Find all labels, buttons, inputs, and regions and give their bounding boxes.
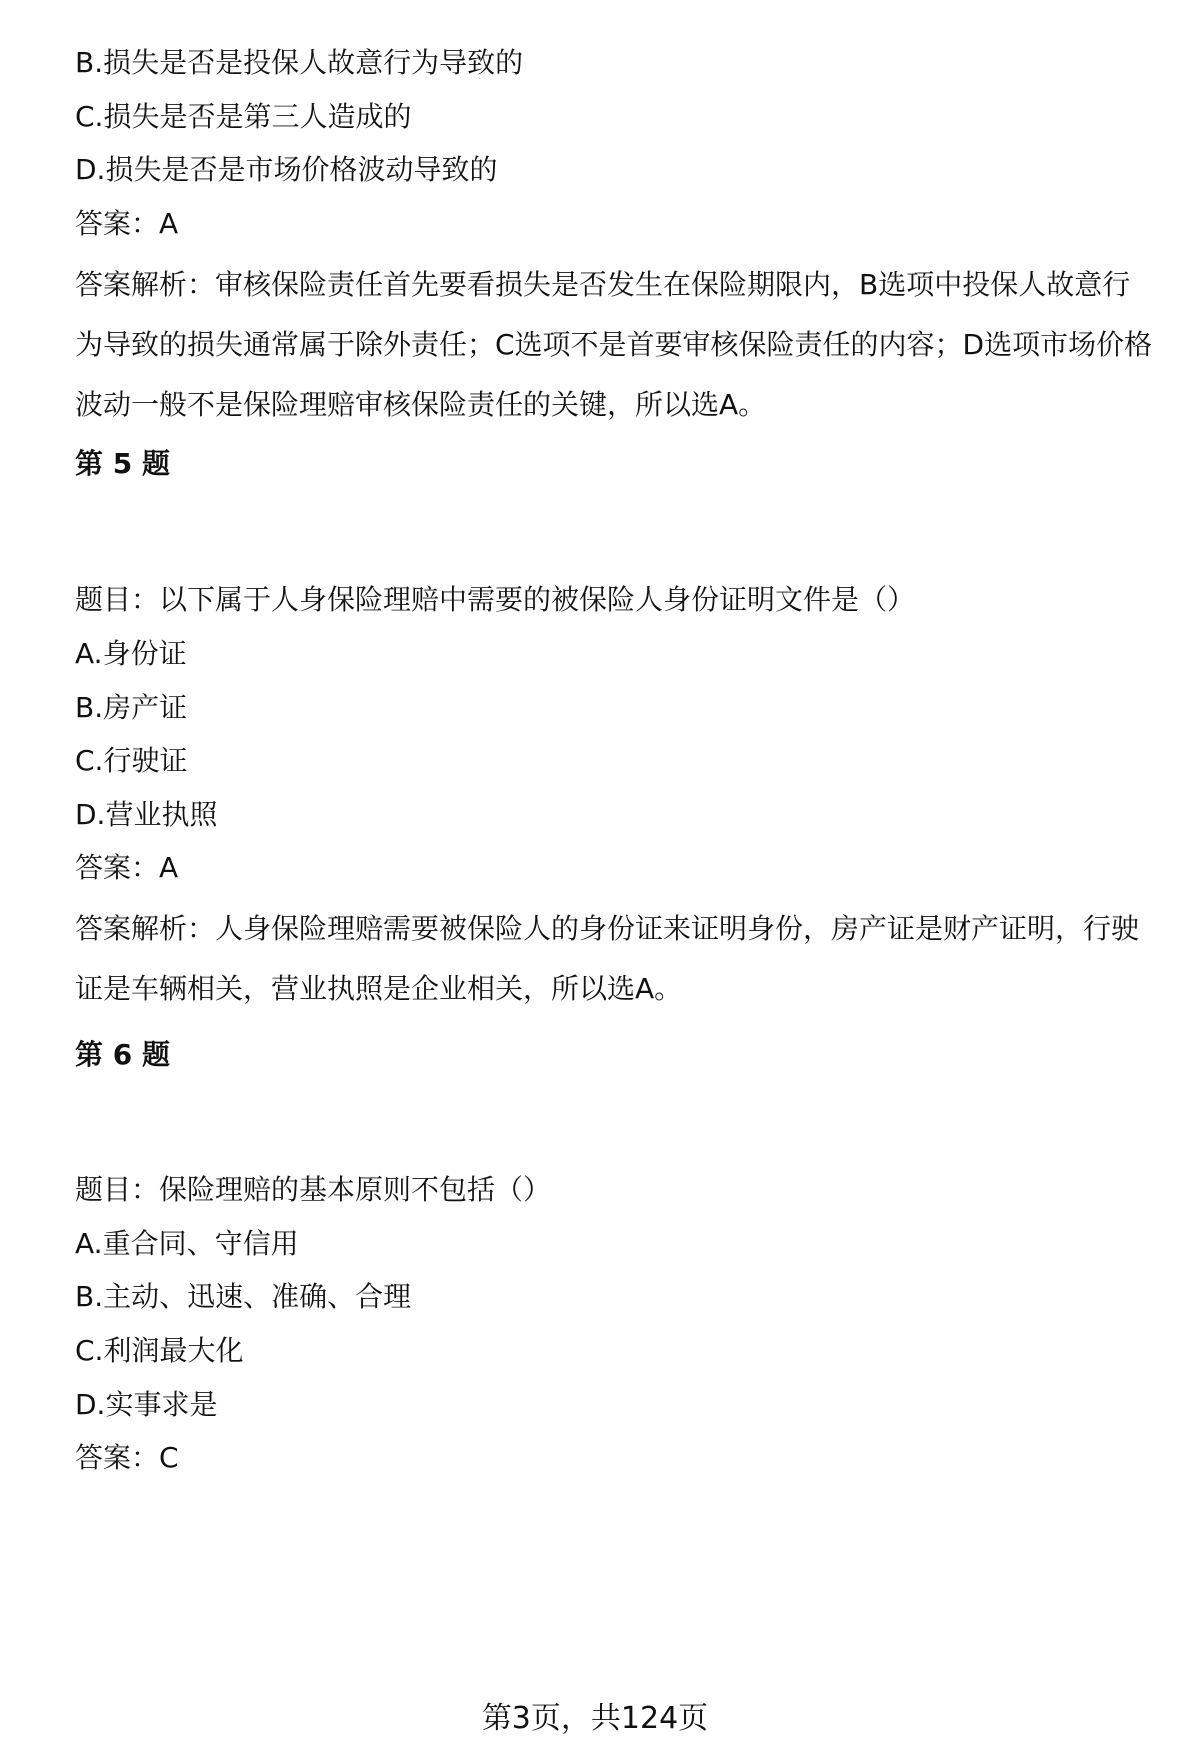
q5-explanation: 答案解析：人身保险理赔需要被保险人的身份证来证明身份，房产证是财产证明，行驶证是车辆相关，营业执照是企业相关，所以选A。	[75, 912, 1140, 1005]
q6-answer: 答案：C	[75, 1441, 179, 1474]
q4-answer: 答案：A	[75, 207, 179, 240]
q5-heading: 第 5 题	[75, 447, 170, 480]
q4-option-c: C.损失是否是第三人造成的	[75, 100, 412, 133]
q4-option-b: B.损失是否是投保人故意行为导致的	[75, 46, 524, 79]
page-number-footer: 第3页，共124页	[481, 1701, 709, 1736]
q6-question: 题目：保险理赔的基本原则不包括（）	[75, 1173, 552, 1206]
q5-option-b: B.房产证	[75, 691, 188, 724]
q6-option-d: D.实事求是	[75, 1388, 218, 1421]
q6-option-b: B.主动、迅速、准确、合理	[75, 1280, 412, 1313]
q5-option-c: C.行驶证	[75, 744, 188, 777]
q5-answer: 答案：A	[75, 851, 179, 884]
q4-option-d: D.损失是否是市场价格波动导致的	[75, 153, 498, 186]
q4-explanation: 答案解析：审核保险责任首先要看损失是否发生在保险期限内，B选项中投保人故意行为导致的损失通常属于除外责任；C选项不是首要审核保险责任的内容；D选项市场价格波动一般不是保险理赔审核保险责任的关键，所以选A。	[75, 268, 1153, 421]
q5-question: 题目：以下属于人身保险理赔中需要的被保险人身份证明文件是（）	[75, 583, 916, 616]
q5-option-a: A.身份证	[75, 637, 187, 670]
q6-option-a: A.重合同、守信用	[75, 1227, 299, 1260]
q6-heading: 第 6 题	[75, 1038, 170, 1071]
q6-option-c: C.利润最大化	[75, 1334, 244, 1367]
q5-option-d: D.营业执照	[75, 798, 218, 831]
